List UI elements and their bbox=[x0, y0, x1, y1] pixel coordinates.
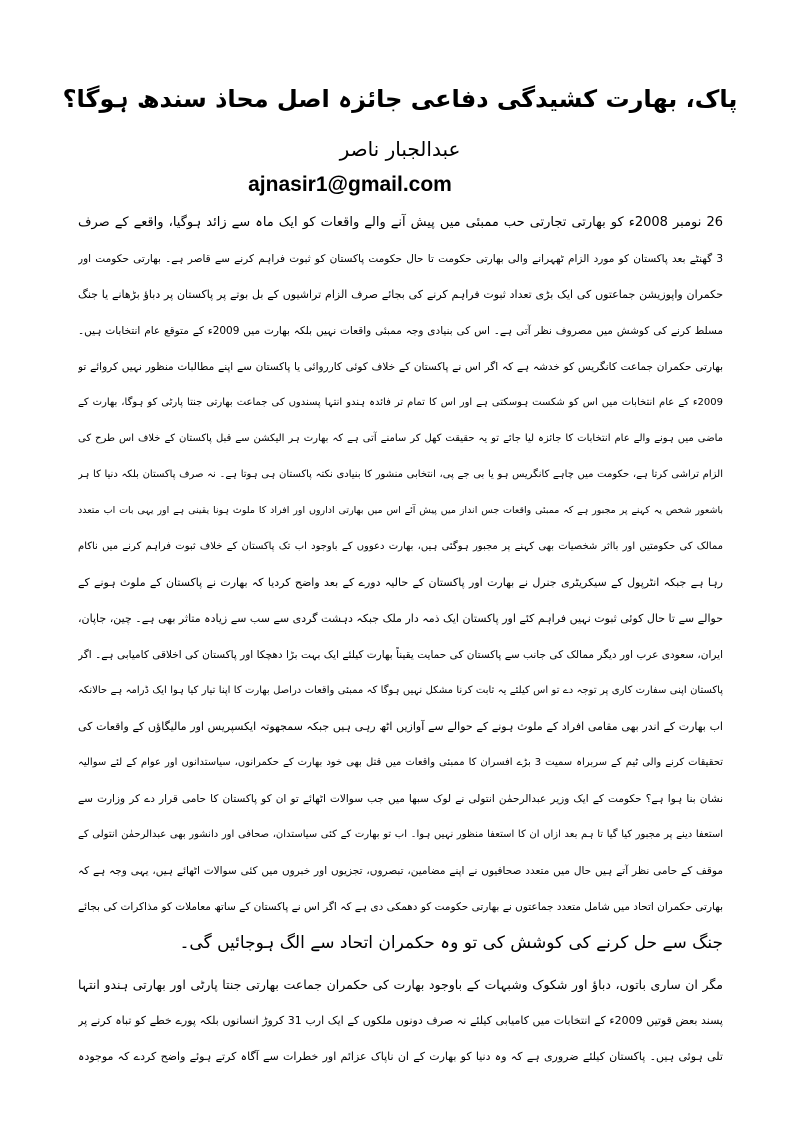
text-line: پسند بعض قوتیں 2009ء کے انتخابات میں کامیابی کیلئے نہ صرف دونوں ملکوں کے ایک ارب 31 کروڑ انسانوں بلکہ پورے خطے کو تباہ کرنے پر bbox=[78, 1014, 723, 1027]
text-line: تحقیقات کرنے والی ٹیم کے سربراہ سمیت 3 بڑے افسران کا ممبئی واقعات میں قتل بھی خود بھارت کے حکمرانوں، سیاستدانوں اور عوام کے لئے سوالیہ bbox=[78, 757, 723, 768]
article-title: پاک، بھارت کشیدگی دفاعی جائزہ اصل محاذ سندھ ہوگا؟ bbox=[62, 85, 738, 113]
paragraph-3 bbox=[78, 967, 723, 1075]
text-line: 26 نومبر 2008ء کو بھارتی تجارتی حب ممبئی میں پیش آنے والے واقعات کو ایک ماہ سے زائد ہوگیا، واقعے کے صرف bbox=[78, 215, 723, 230]
text-line: مگر ان ساری باتوں، دباؤ اور شکوک وشبہات کے باوجود بھارت کی حکمران جماعت بھارتی جنتا پارٹی اور بھارتی ہندو انتہا bbox=[78, 977, 723, 992]
text-line: ممالک کی حکومتیں اور بااثر شخصیات بھی کہنے پر مجبور ہوگئی ہیں، بھارت دعووں کے باوجود اب تک پاکستان کے خلاف ثبوت فراہم کرنے میں ناکام bbox=[78, 541, 723, 552]
text-line: حکمران واپوزیشن جماعتوں کی ایک بڑی تعداد ثبوت فراہم کرنے کی بجائے صرف الزام تراشیوں کے بل بوتے پر پاکستان پر دباؤ بڑھانے یا جنگ bbox=[78, 288, 723, 301]
text-line: رہا ہے جبکہ انٹرپول کے سیکریٹری جنرل نے بھارت اور پاکستان کے حالیہ دورے کے بعد واضح کردیا کہ بھارت نے پاکستان کے ملوث ہونے کے bbox=[78, 576, 723, 589]
paragraph-1 bbox=[78, 205, 723, 349]
article-body bbox=[78, 205, 723, 1085]
text-line: ایران، سعودی عرب اور دیگر ممالک کی جانب سے پاکستان کی حمایت یقیناً بھارت کیلئے ایک بہت بڑا دھچکا اور پاکستان کی اخلاقی کامیابی ہے۔ اگر bbox=[78, 649, 723, 661]
text-line: مسلط کرنے کی کوشش میں مصروف نظر آتی ہے۔ اس کی بنیادی وجہ ممبئی واقعات نہیں بلکہ بھارت میں 2009ء کے متوقع عام انتخابات ہیں۔ bbox=[78, 325, 723, 337]
text-line: موقف کے حامی نظر آتے ہیں حال میں متعدد صحافیوں نے اپنے مضامین، تبصروں، تجزیوں اور خبروں میں کئی سوالات اٹھائے ہیں، یہی وجہ ہے کہ bbox=[78, 865, 723, 877]
text-line: بھارتی حکمران جماعت کانگریس کو خدشہ ہے کہ اگر اس نے پاکستان کے خلاف کوئی کارروائی یا پاکستان سے اپنے مطالبات منظور نہیں کروائے تو bbox=[78, 361, 723, 373]
author-email: ajnasir1@gmail.com bbox=[248, 173, 452, 196]
text-line: ماضی میں ہونے والے عام انتخابات کا جائزہ لیا جائے تو یہ حقیقت کھل کر سامنے آتی ہے کہ بھارت ہر الیکشن سے قبل پاکستان کے خلاف اس طرح کی bbox=[78, 433, 723, 444]
paragraph-2 bbox=[78, 349, 723, 961]
text-line: 2009ء کے عام انتخابات میں اس کو شکست ہوسکتی ہے اور اس کا تمام تر فائدہ ہندو انتہا پسندوں کی جماعت بھارتی جنتا پارٹی کو ہوگا، بھارت کے bbox=[78, 397, 723, 408]
text-line: استعفا دینے پر مجبور کیا گیا تا ہم بعد ازاں ان کا استعفا منظور نہیں ہوا۔ اب تو بھارت کے کئی سیاستدان، صحافی اور دانشور بھی عبدالرحمٰن انتولی کے bbox=[78, 829, 723, 840]
text-line: جنگ سے حل کرنے کی کوشش کی تو وہ حکمران اتحاد سے الگ ہوجائیں گی۔ bbox=[179, 933, 723, 953]
text-line: بھارتی حکمران اتحاد میں شامل متعدد جماعتوں نے بھارتی حکومت کو دھمکی دی ہے کہ اگر اس نے پاکستان کے ساتھ معاملات کو مذاکرات کی بجائے bbox=[78, 901, 723, 913]
text-line: باشعور شخص یہ کہنے پر مجبور ہے کہ ممبئی واقعات جس انداز میں پیش آئے اس میں بھارتی اداروں اور افراد کا ملوث ہونا یقینی ہے اور یہی بات اب متعدد bbox=[78, 505, 723, 516]
text-line: نشان بنا ہوا ہے؟ حکومت کے ایک وزیر عبدالرحمٰن انتولی نے لوک سبھا میں جب سوالات اٹھائے تو ان کو پاکستان کا حامی قرار دے کر وزارت سے bbox=[78, 793, 723, 805]
text-line: حوالے سے تا حال کوئی ثبوت نہیں فراہم کئے اور پاکستان ایک ذمہ دار ملک جبکہ دہشت گردی سے سب سے زیادہ متاثر بھی ہے۔ چین، جاپان، bbox=[78, 612, 723, 625]
article-author: عبدالجبار ناصر bbox=[339, 137, 461, 161]
text-line: الزام تراشی کرتا ہے، حکومت میں چاہے کانگریس ہو یا بی جے پی، انتخابی منشور کا بنیادی نکتہ پاکستان ہی ہوتا ہے۔ نہ صرف پاکستان بلکہ دنیا کا ہر bbox=[78, 469, 723, 480]
text-line: تلی ہوئی ہیں۔ پاکستان کیلئے ضروری ہے کہ وہ دنیا کو بھارت کے ان ناپاک عزائم اور خطرات سے آگاہ کرتے ہوئے واضح کردے کہ موجودہ bbox=[78, 1050, 723, 1063]
text-line: 3 گھنٹے بعد پاکستان کو مورد الزام ٹھہرانے والی بھارتی حکومت تا حال حکومت پاکستان کو ثبوت فراہم کرنے سے قاصر ہے۔ بھارتی حکومت اور bbox=[78, 253, 723, 265]
text-line: اب بھارت کے اندر بھی مقامی افراد کے ملوث ہونے کے حوالے سے آوازیں اٹھ رہی ہیں جبکہ سمجھوتہ ایکسپریس اور مالیگاؤں کے واقعات کی bbox=[78, 720, 723, 733]
text-line: پاکستان اپنی سفارت کاری پر توجہ دے تو اس کیلئے یہ ثابت کرنا مشکل نہیں ہوگا کہ ممبئی واقعات دراصل بھارت کا اپنا تیار کیا ہوا ایک ڈرامہ ہے حالانکہ bbox=[78, 685, 723, 696]
